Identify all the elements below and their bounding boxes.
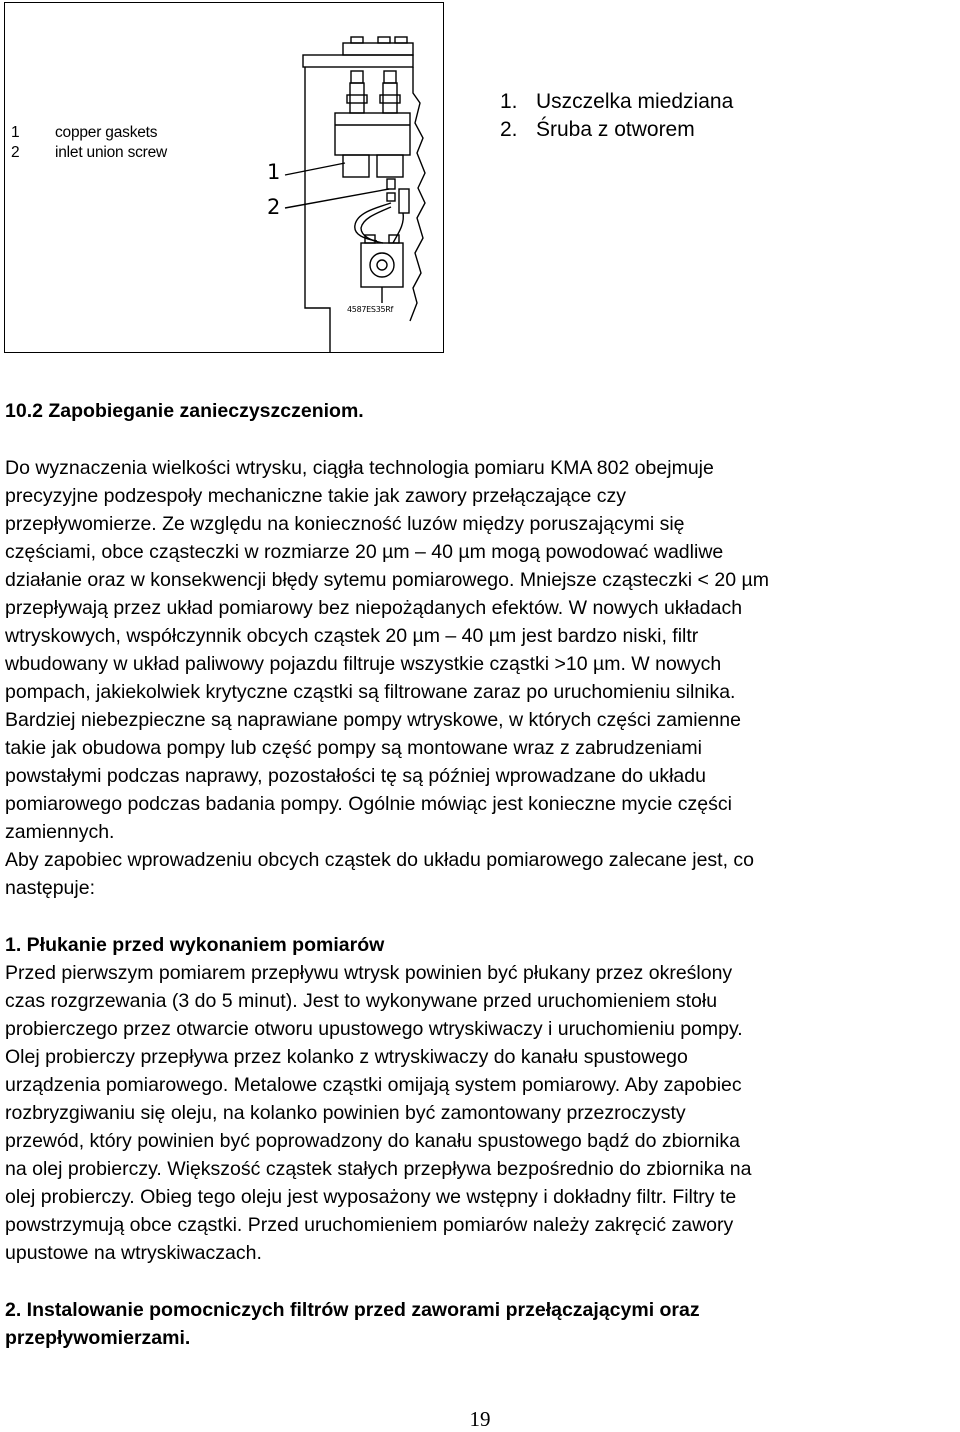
text-line: wtryskowych, współczynnik obcych cząstek 20 µm – 40 µm jest bardzo niski, filtr: [5, 625, 699, 647]
injection-unit-drawing: [5, 3, 444, 353]
legend-number: 1: [11, 124, 20, 141]
text-line: przepływają przez układ pomiarowy bez niepożądanych efektów. W nowych układach: [5, 597, 743, 619]
text-line: następuje:: [5, 877, 95, 899]
figure-legend: [11, 123, 167, 163]
text-line: powstałymi podczas naprawy, pozostałości tę są później wprowadzane do układu: [5, 765, 706, 787]
text-line: pomiarowego podczas badania pompy. Ogólnie mówiąc jest konieczne mycie części: [5, 793, 732, 815]
caption-text: Uszczelka miedziana: [536, 90, 734, 113]
section-heading: 10.2 Zapobieganie zanieczyszczeniom.: [5, 400, 364, 422]
text-line: olej probierczy. Obieg tego oleju jest wyposażony we wstępny i dokładny filtr. Filtry te: [5, 1186, 737, 1208]
legend-label: copper gaskets: [55, 124, 158, 141]
legend-row: [11, 143, 167, 163]
text-line: czas rozgrzewania (3 do 5 minut). Jest to wykonywane przed uruchomieniem stołu: [5, 990, 718, 1012]
legend-row: [11, 123, 167, 143]
text-line: przepływomierze. Ze względu na konieczność luzów między poruszającymi się: [5, 513, 685, 535]
text-line: probierczego przez otwarcie otworu upustowego wtryskiwaczy i uruchomieniu pompy.: [5, 1018, 743, 1040]
text-line: przewód, który powinien być poprowadzony do kanału spustowego bądź do zbiornika: [5, 1130, 740, 1152]
step-1-body: [5, 959, 960, 1267]
text-line: precyzyjne podzespoły mechaniczne takie jak zawory przełączające czy: [5, 485, 627, 507]
text-line: urządzenia pomiarowego. Metalowe cząstki omijają system pomiarowy. Aby zapobiec: [5, 1074, 742, 1096]
text-line: Olej probierczy przepływa przez kolanko z wtryskiwaczy do kanału spustowego: [5, 1046, 688, 1068]
legend-number: 2: [11, 144, 20, 161]
text-line: rozbryzgiwaniu się oleju, na kolanko powinien być zamontowany przezroczysty: [5, 1102, 686, 1124]
text-line: powstrzymują obce cząstki. Przed uruchomieniem pomiarów należy zakręcić zawory: [5, 1214, 734, 1236]
legend-label: inlet union screw: [55, 144, 168, 161]
caption-item: [500, 88, 733, 116]
caption-item: [500, 116, 733, 144]
text-line: Bardziej niebezpieczne są naprawiane pompy wtryskowe, w których części zamienne: [5, 709, 741, 731]
figure-code: 4587ES35Rf: [347, 305, 394, 314]
text-line: działanie oraz w konsekwencji błędy sytemu pomiarowego. Mniejsze cząsteczki < 20 µm: [5, 569, 769, 591]
step-1-heading: 1. Płukanie przed wykonaniem pomiarów: [5, 934, 385, 956]
text-line: pompach, jakiekolwiek krytyczne cząstki są filtrowane zaraz po uruchomieniu silnika.: [5, 681, 736, 703]
text-line: na olej probierczy. Większość cząstek stałych przepływa bezpośrednio do zbiornika na: [5, 1158, 752, 1180]
text-line: wbudowany w układ paliwowy pojazdu filtruje wszystkie cząstki >10 µm. W nowych: [5, 653, 722, 675]
caption-list: [500, 88, 733, 144]
page-number: 19: [469, 1407, 491, 1431]
paragraph-intro: [5, 454, 960, 902]
caption-number: 1.: [500, 90, 518, 113]
text-line: częściami, obce cząsteczki w rozmiarze 20 µm – 40 µm mogą powodować wadliwe: [5, 541, 724, 563]
caption-number: 2.: [500, 118, 518, 141]
text-line: upustowe na wtryskiwaczach.: [5, 1242, 262, 1264]
text-line: zamiennych.: [5, 821, 115, 843]
text-line: Przed pierwszym pomiarem przepływu wtrysk powinien być płukany przez określony: [5, 962, 733, 984]
figure-frame: [4, 2, 444, 353]
caption-text: Śruba z otworem: [536, 118, 695, 141]
text-line: Do wyznaczenia wielkości wtrysku, ciągła technologia pomiaru KMA 802 obejmuje: [5, 457, 714, 479]
text-line: takie jak obudowa pompy lub część pompy są montowane wraz z zabrudzeniami: [5, 737, 702, 759]
callout-1: 1: [267, 160, 281, 184]
callout-2: 2: [267, 195, 281, 219]
text-line: Aby zapobiec wprowadzeniu obcych cząstek do układu pomiarowego zalecane jest, co: [5, 849, 755, 871]
step-2-heading: 2. Instalowanie pomocniczych filtrów przed zaworami przełączającymi oraz przepływomierzami.: [5, 1299, 700, 1349]
